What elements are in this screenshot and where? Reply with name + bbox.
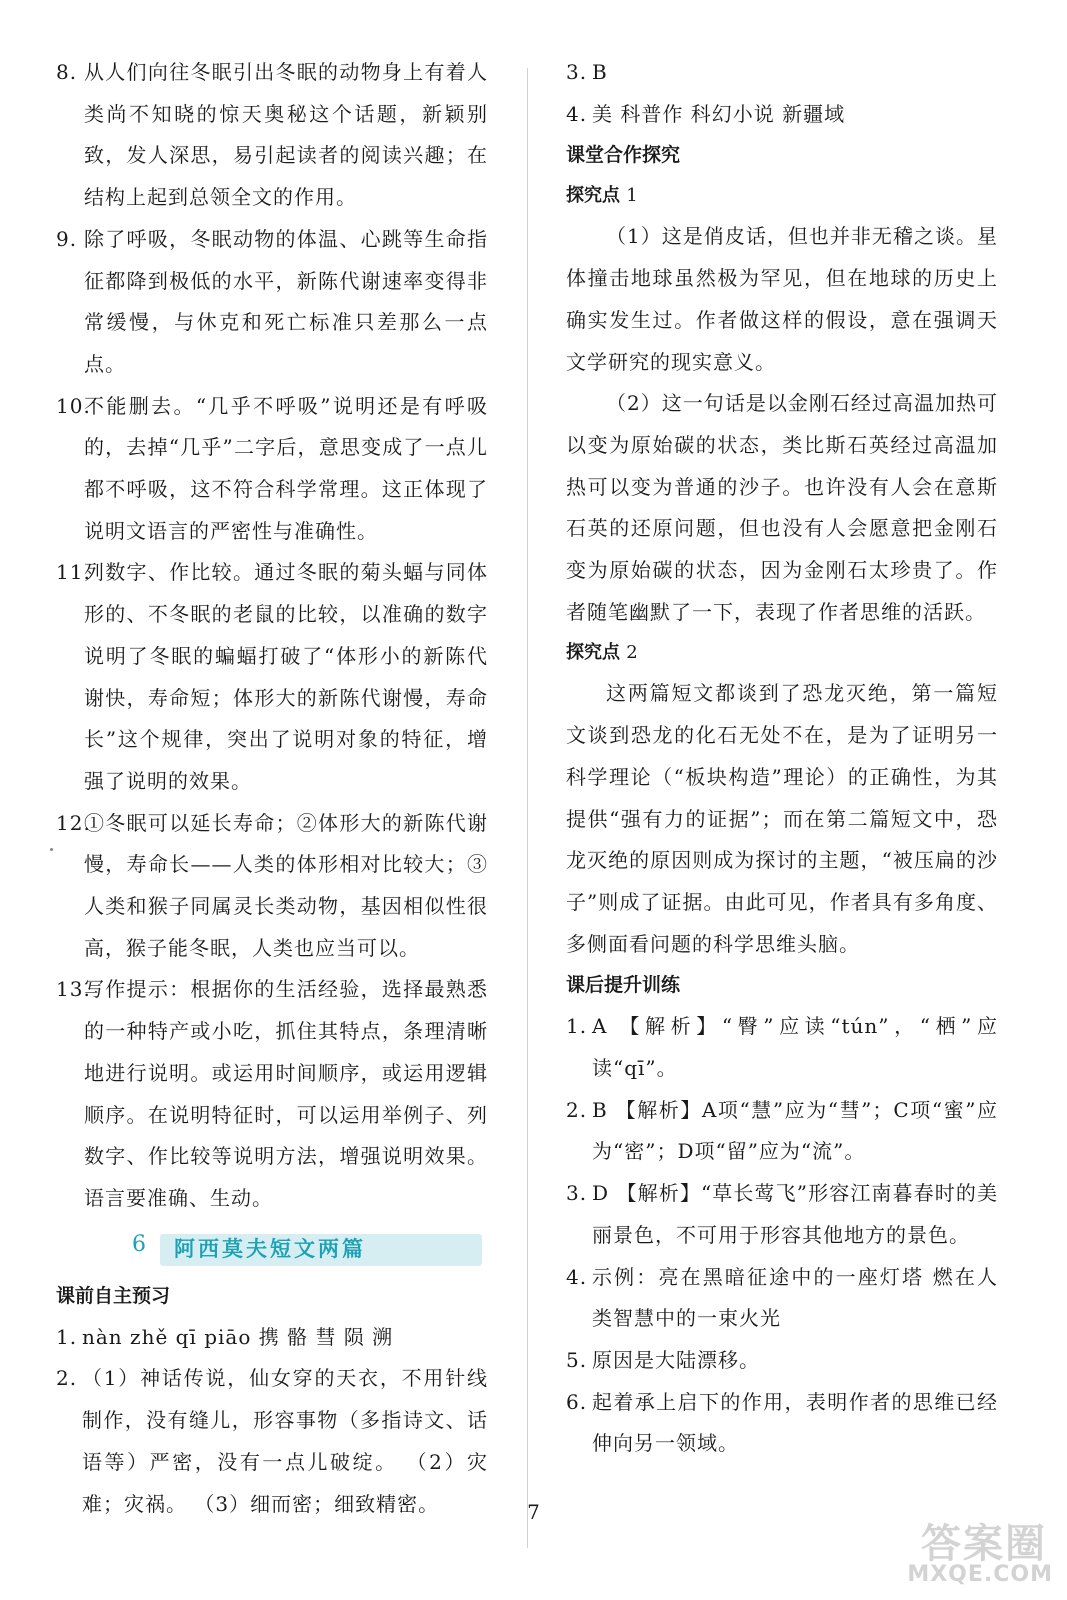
- item-text: ①冬眠可以延长寿命；②体形大的新陈代谢慢，寿命长——人类的体形相对比较大；③人类和猴子同属灵长类动物，基因相似性很高，猴子能冬眠，人类也应当可以。: [84, 810, 488, 960]
- section-heading-preview: 课前自主预习: [56, 1284, 171, 1307]
- after-item-5: [566, 1340, 998, 1382]
- item-number: 13.: [56, 977, 91, 1002]
- item-text: （1）神话传说，仙女穿的天衣，不用针线制作，没有缝儿，形容事物（多指诗文、话语等）严密，没有一点儿破绽。 （2）灾难；灾祸。 （3）细而密；细致精密。: [82, 1366, 488, 1516]
- item-number: 5.: [566, 1347, 588, 1372]
- item-number: 3.: [566, 1181, 588, 1206]
- preview-item-1: [56, 1317, 488, 1359]
- item-text: D 【解析】“草长莺飞”形容江南暮春时的美丽景色，不可用于形容其他地方的景色。: [592, 1181, 998, 1247]
- item-number: 1.: [56, 1324, 78, 1349]
- item-text: 从人们向往冬眠引出冬眠的动物身上有着人类尚不知晓的惊天奥秘这个话题，新颖别致，发人深思，易引起读者的阅读兴趣；在结构上起到总领全文的作用。: [84, 60, 488, 210]
- item-text: 列数字、作比较。通过冬眠的菊头蝠与同体形的、不冬眠的老鼠的比较，以准确的数字说明了冬眠的蝙蝠打破了“体形小的新陈代谢快，寿命短；体形大的新陈代谢慢，寿命长”这个规律，突出了说明对象的特征，增强了说明的效果。: [84, 560, 488, 793]
- after-item-3: [566, 1173, 998, 1256]
- item-number: 9.: [56, 226, 78, 251]
- item-text: 美 科普作 科幻小说 新疆域: [592, 101, 846, 126]
- item-text: B: [592, 60, 608, 84]
- explore-point-number: 1: [626, 185, 638, 207]
- item-text: 写作提示：根据你的生活经验，选择最熟悉的一种特产或小吃，抓住其特点，条理清晰地进行说明。或运用时间顺序，或运用逻辑顺序。在说明特征时，可以运用举例子、列数字、作比较等说明方法，增强说明效果。语言要准确、生动。: [84, 977, 488, 1210]
- column-divider: [527, 68, 528, 1548]
- scan-dot: [50, 848, 53, 851]
- item-text: nàn zhě qī piāo 携 骼 彗 陨 溯: [82, 1324, 394, 1349]
- lesson-number: 6: [132, 1231, 146, 1257]
- item-number: 8.: [56, 60, 78, 84]
- item-text: 原因是大陆漂移。: [592, 1347, 760, 1372]
- answer-item-8: [56, 52, 488, 219]
- item-number: 4.: [566, 1264, 588, 1289]
- section-heading-after-class: 课后提升训练: [566, 974, 681, 997]
- watermark-text: 答案圈: [921, 1521, 1047, 1567]
- explore-point-1-label: [566, 176, 998, 216]
- left-column: [56, 52, 488, 1525]
- after-item-6: [566, 1382, 998, 1465]
- explore-point-1-para-1: （1）这是俏皮话，但也并非无稽之谈。星体撞击地球虽然极为罕见，但在地球的历史上确实发生过。作者做这样的假设，意在强调天文学研究的现实意义。: [566, 224, 998, 374]
- answer-item-13: [56, 969, 488, 1219]
- right-column: [566, 52, 998, 1465]
- section-heading-cooperation: 课堂合作探究: [566, 144, 681, 167]
- answer-item-9: [56, 219, 488, 386]
- item-text: 不能删去。“几乎不呼吸”说明还是有呼吸的，去掉“几乎”二字后，意思变成了一点儿都不呼吸，这不符合科学常理。这正体现了说明文语言的严密性与准确性。: [84, 393, 488, 543]
- item-number: 10.: [56, 393, 91, 418]
- after-item-2: [566, 1090, 998, 1173]
- item-text: B 【解析】A项“慧”应为“彗”；C项“蜜”应为“密”；D项“留”应为“流”。: [592, 1097, 998, 1164]
- page-number: 7: [527, 1500, 540, 1524]
- item-text: A 【解析】“臀”应读“tún”，“栖”应读“qī”。: [592, 1014, 998, 1081]
- answer-item-12: [56, 803, 488, 970]
- item-number: 12.: [56, 810, 91, 835]
- lesson-title: 阿西莫夫短文两篇: [174, 1236, 366, 1261]
- watermark-url: MXQE.COM: [907, 1562, 1053, 1587]
- explore-point-label: 探究点: [566, 642, 620, 664]
- explore-point-1-para-2: （2）这一句话是以金刚石经过高温加热可以变为原始碳的状态，类比斯石英经过高温加热可以变为普通的沙子。也许没有人会在意斯石英的还原问题，但也没有人会愿意把金刚石变为原始碳的状态，因为金刚石太珍贵了。作者随笔幽默了一下，表现了作者思维的活跃。: [566, 391, 998, 624]
- item-number: 1.: [566, 1014, 588, 1039]
- preview-item-4: [566, 94, 998, 136]
- item-number: 11.: [56, 560, 91, 585]
- item-number: 6.: [566, 1389, 588, 1414]
- answer-item-11: [56, 552, 488, 802]
- item-text: 起着承上启下的作用，表明作者的思维已经伸向另一领域。: [592, 1389, 998, 1456]
- after-item-1: [566, 1006, 998, 1089]
- item-number: 3.: [566, 60, 588, 84]
- item-text: 示例：亮在黑暗征途中的一座灯塔 燃在人类智慧中的一束火光: [592, 1264, 998, 1331]
- item-number: 2.: [56, 1366, 78, 1391]
- answer-item-10: [56, 386, 488, 553]
- after-item-4: [566, 1257, 998, 1340]
- watermark-logo: [883, 1512, 1053, 1592]
- explore-point-label: 探究点: [566, 185, 620, 207]
- lesson-banner: [56, 1228, 488, 1272]
- preview-item-3: [566, 52, 998, 94]
- explore-point-number: 2: [626, 642, 638, 664]
- explore-point-2-para: 这两篇短文都谈到了恐龙灭绝，第一篇短文谈到恐龙的化石无处不在，是为了证明另一科学理论（“板块构造”理论）的正确性，为其提供“强有力的证据”；而在第二篇短文中，恐龙灭绝的原因则成为探讨的主题，“被压扁的沙子”则成了证据。由此可见，作者具有多角度、多侧面看问题的科学思维头脑。: [566, 681, 998, 956]
- explore-point-2-label: [566, 633, 998, 673]
- item-text: 除了呼吸，冬眠动物的体温、心跳等生命指征都降到极低的水平，新陈代谢速率变得非常缓慢，与休克和死亡标准只差那么一点点。: [84, 226, 488, 376]
- item-number: 4.: [566, 101, 588, 126]
- item-number: 2.: [566, 1097, 588, 1122]
